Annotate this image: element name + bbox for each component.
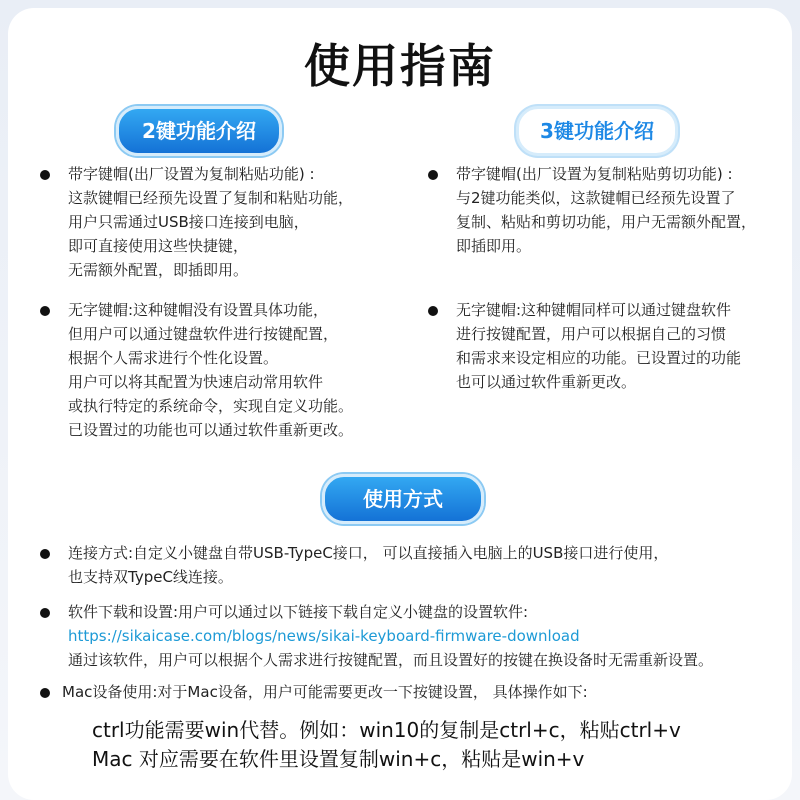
usage-download (40, 600, 713, 672)
two-key-header: 2键功能介绍 (116, 106, 282, 156)
list-item: 软件下载和设置:用户可以通过以下链接下载自定义小键盘的设置软件: https://sikaicase.com/blogs/news/sikai-keyboard-firmware-download 通过该软件，用户可以根据个人需求进行按键配置，而且设置好的按键在换设备时无需重新设置。 (40, 600, 713, 672)
list-item: 带字键帽(出厂设置为复制粘贴功能) : 这款键帽已经预先设置了复制和粘贴功能， 用户只需通过USB接口连接到电脑， 即可直接使用这些快捷键， 无需额外配置，即插即用。 (40, 162, 353, 282)
bullet-icon (40, 688, 50, 698)
usage-header: 使用方式 (322, 474, 484, 524)
bullet-icon (428, 306, 438, 316)
list-item: 无字键帽:这种键帽同样可以通过键盘软件 进行按键配置，用户可以根据自己的习惯 和需求来设定相应的功能。已设置过的功能 也可以通过软件重新更改。 (428, 298, 756, 394)
list-item: 无字键帽:这种键帽没有设置具体功能， 但用户可以通过键盘软件进行按键配置， 根据个人需求进行个性化设置。 用户可以将其配置为快速启动常用软件 或执行特定的系统命令，实现自定义功能。 已设置过的功能也可以通过软件重新更改。 (40, 298, 353, 442)
bullet-icon (40, 608, 50, 618)
bullet-icon (40, 306, 50, 316)
three-key-header: 3键功能介绍 (516, 106, 678, 156)
bullet-icon (428, 170, 438, 180)
download-link[interactable]: https://sikaicase.com/blogs/news/sikai-keyboard-firmware-download (68, 627, 580, 645)
list-item: 带字键帽(出厂设置为复制粘贴剪切功能) : 与2键功能类似，这款键帽已经预先设置了 复制、粘贴和剪切功能，用户无需额外配置， 即插即用。 (428, 162, 756, 258)
bullet-icon (40, 549, 50, 559)
list-item: Mac设备使用:对于Mac设备，用户可能需要更改一下按键设置， 具体操作如下: (40, 680, 588, 704)
bullet-icon (40, 170, 50, 180)
three-key-column (428, 162, 756, 394)
page-title: 使用指南 (304, 39, 496, 93)
list-item: 连接方式:自定义小键盘自带USB-TypeC接口， 可以直接插入电脑上的USB接口进行使用， 也支持双TypeC线连接。 (40, 541, 668, 589)
usage-mac (40, 680, 588, 704)
usage-connect (40, 541, 668, 589)
two-key-column (40, 162, 353, 442)
mac-note: ctrl功能需要win代替。例如：win10的复制是ctrl+c，粘贴ctrl+v Mac 对应需要在软件里设置复制win+c，粘贴是win+v (92, 718, 681, 771)
